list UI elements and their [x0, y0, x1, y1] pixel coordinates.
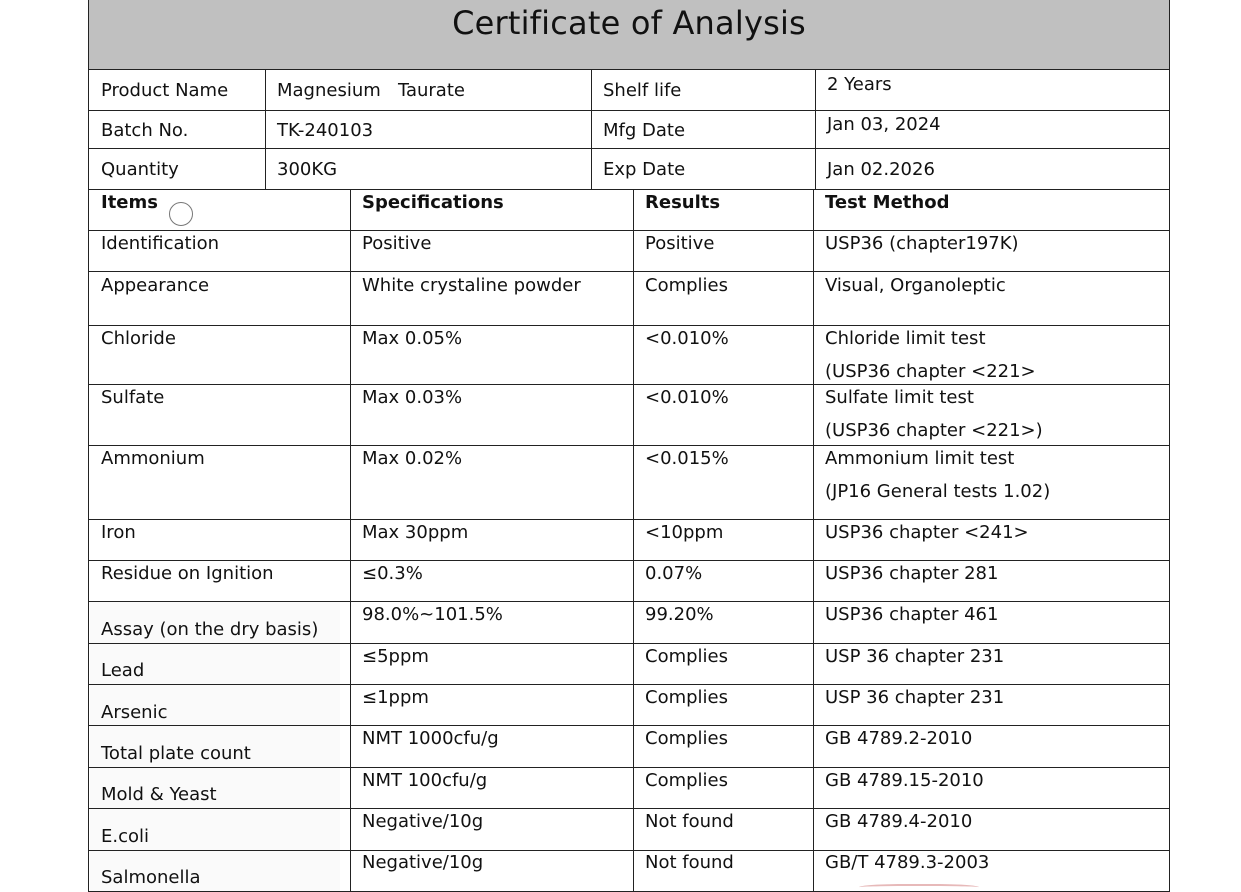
item-result: <0.015%	[645, 448, 729, 469]
column-divider	[633, 189, 634, 892]
item-name: Lead	[101, 660, 145, 681]
item-result: 0.07%	[645, 563, 703, 584]
item-spec: Max 30ppm	[362, 522, 469, 543]
item-spec: NMT 1000cfu/g	[362, 728, 499, 749]
row-divider	[89, 519, 1169, 520]
batch-no-value: TK-240103	[277, 120, 374, 141]
item-spec: Positive	[362, 233, 432, 254]
item-spec: Max 0.05%	[362, 328, 463, 349]
column-divider	[350, 189, 351, 892]
item-method: USP 36 chapter 231	[825, 687, 1005, 708]
row-divider	[89, 110, 1169, 111]
item-result: <10ppm	[645, 522, 724, 543]
row-divider	[89, 189, 1169, 190]
item-name: Salmonella	[101, 867, 201, 888]
item-name: Mold & Yeast	[101, 784, 217, 805]
item-spec: 98.0%~101.5%	[362, 604, 503, 625]
item-name: Sulfate	[101, 387, 165, 408]
item-method: GB 4789.2-2010	[825, 728, 973, 749]
certificate-sheet	[88, 0, 1170, 892]
header-specifications: Specifications	[362, 192, 504, 213]
shelf-life-label: Shelf life	[603, 80, 682, 101]
title-bar	[89, 0, 1169, 70]
item-spec: NMT 100cfu/g	[362, 770, 488, 791]
quantity-value: 300KG	[277, 159, 338, 180]
item-method: Visual, Organoleptic	[825, 275, 1006, 296]
item-name: Appearance	[101, 275, 210, 296]
item-spec: Max 0.02%	[362, 448, 463, 469]
item-result: Not found	[645, 852, 734, 873]
item-spec: ≤5ppm	[362, 646, 429, 667]
item-name: Ammonium	[101, 448, 205, 469]
item-method: GB/T 4789.3-2003	[825, 852, 990, 873]
header-test-method: Test Method	[825, 192, 950, 213]
item-name: Total plate count	[101, 743, 251, 764]
item-name: Residue on Ignition	[101, 563, 274, 584]
quantity-label: Quantity	[101, 159, 179, 180]
item-method: USP36 chapter 281	[825, 563, 999, 584]
item-name: Assay (on the dry basis)	[101, 619, 319, 640]
item-result: <0.010%	[645, 387, 729, 408]
item-result: Complies	[645, 687, 728, 708]
mfg-date-value: Jan 03, 2024	[827, 114, 941, 135]
exp-date-label: Exp Date	[603, 159, 686, 180]
row-divider	[89, 271, 1169, 272]
item-result: 99.20%	[645, 604, 714, 625]
item-name: Chloride	[101, 328, 176, 349]
item-result: Complies	[645, 770, 728, 791]
item-method: USP 36 chapter 231	[825, 646, 1005, 667]
header-results: Results	[645, 192, 721, 213]
item-name: Iron	[101, 522, 136, 543]
item-spec: White crystaline powder	[362, 275, 581, 296]
item-result: <0.010%	[645, 328, 729, 349]
item-spec: Negative/10g	[362, 811, 484, 832]
item-name: Identification	[101, 233, 220, 254]
stamp-edge	[859, 884, 979, 892]
item-result: Complies	[645, 646, 728, 667]
column-divider	[265, 69, 266, 189]
item-method: USP36 chapter 461	[825, 604, 999, 625]
item-result: Not found	[645, 811, 734, 832]
item-name: Arsenic	[101, 702, 168, 723]
row-divider	[89, 560, 1169, 561]
item-method: GB 4789.4-2010	[825, 811, 973, 832]
mfg-date-label: Mfg Date	[603, 120, 686, 141]
item-method: Chloride limit test (USP36 chapter <221>	[825, 328, 1036, 382]
item-result: Complies	[645, 728, 728, 749]
header-items: Items	[101, 192, 158, 213]
item-method: Sulfate limit test (USP36 chapter <221>)	[825, 387, 1043, 441]
item-method: Ammonium limit test (JP16 General tests 1.02)	[825, 448, 1051, 502]
item-spec: Negative/10g	[362, 852, 484, 873]
row-divider	[89, 230, 1169, 231]
exp-date-value: Jan 02.2026	[827, 159, 935, 180]
row-divider	[89, 148, 1169, 149]
item-result: Complies	[645, 275, 728, 296]
column-divider	[591, 69, 592, 189]
item-spec: ≤0.3%	[362, 563, 423, 584]
item-spec: Max 0.03%	[362, 387, 463, 408]
item-result: Positive	[645, 233, 715, 254]
product-name-value: Magnesium Taurate	[277, 80, 465, 101]
page-title: Certificate of Analysis	[452, 4, 806, 42]
column-divider	[815, 69, 816, 189]
item-method: USP36 (chapter197K)	[825, 233, 1019, 254]
product-name-label: Product Name	[101, 80, 229, 101]
shelf-life-value: 2 Years	[827, 74, 892, 95]
batch-no-label: Batch No.	[101, 120, 189, 141]
item-method: USP36 chapter <241>	[825, 522, 1029, 543]
item-spec: ≤1ppm	[362, 687, 429, 708]
item-method: GB 4789.15-2010	[825, 770, 984, 791]
item-name: E.coli	[101, 826, 150, 847]
column-divider	[813, 189, 814, 892]
radio-button-icon[interactable]	[169, 202, 193, 226]
